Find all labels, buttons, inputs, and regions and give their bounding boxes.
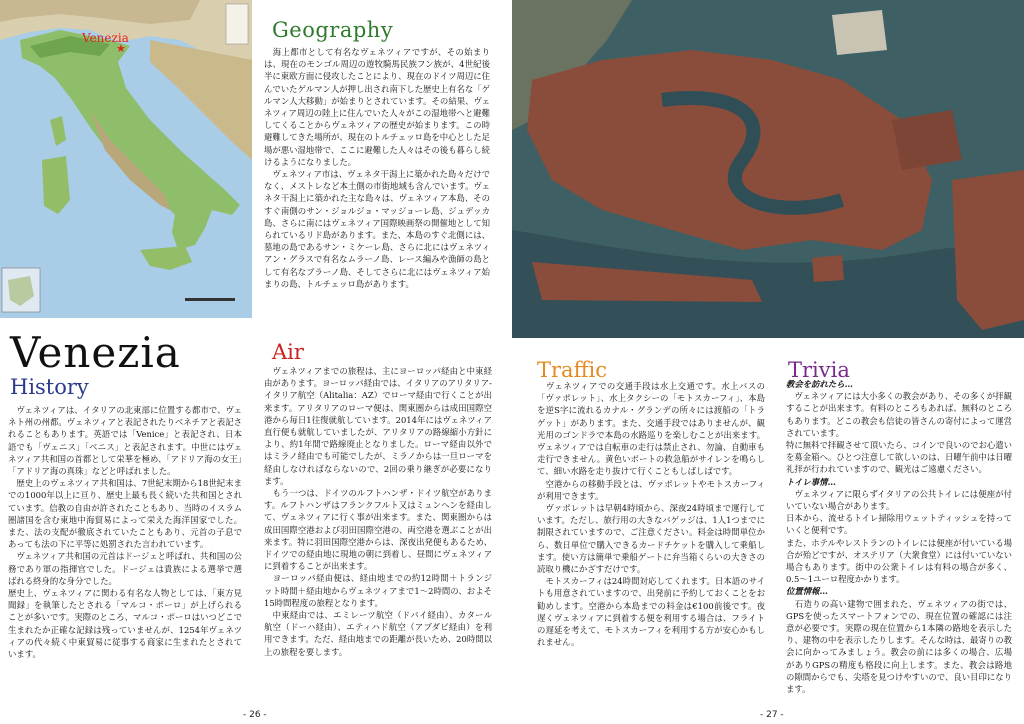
page-number-left: - 26 - [243,710,267,720]
heading-traffic: Traffic [537,358,607,382]
trivia-text-church: ヴェネツィアには大小多くの教会があり、その多くが拝観することが出来ます。有料のところもあれば、無料のところもあります。どこの教会も信徒の皆さんの寄付によって運営されています。 特に無料で拝観させて頂いたら、コインで良いのでお心遣いを募金箱へ。ひとつ注意して欲しいのは、日曜午前中は日曜礼拝が行われていますので、観光はご遠慮ください。 [786,391,1012,475]
trivia-column [786,378,1012,695]
heading-air: Air [272,340,304,364]
venice-satellite-image [512,0,1024,338]
venice-satellite-graphic [512,0,1024,338]
traffic-text: ヴェネツィアでの交通手段は水上交通です。水上バスの「ヴァポレット」、水上タクシーの「モトスカーフィ」、本島を逆S字に流れるカナル・グランデの所々には渡船の「トラゲット」があります。また、交通手段ではありませんが、観光用のゴンドラで本島の水路巡りを楽しむことが出来ます。ヴェネツィアでは自転車の走行は禁止され、勿論、自動車も走行できません。黄色いボートの救急船がサイレンを鳴らして、細い水路を走り抜けて行くこともしばしばです。 空港からの移動手段とは、ヴァポレットやモトスカーフィが利用できます。 ヴァポレットは早朝4時頃から、深夜24時頃まで運行しています。ただし、旅行用の大きなバゲッジは、1人1つまでに制限されていますので、ご注意ください。料金は時間単位から、数日単位で購入できるカードチケットを購入して乗船します。使い方は簡単で乗船ゲートに弁当箱くらいの大きさの読取り機にかざすだけです。 モトスカーフィは24時間対応してくれます。日本語のサイトも用意されていますので、出発前に予約しておくことをお勧めします。空港から本島までの料金は€100前後です。夜遅くヴェネツィアに到着する便を利用する場合は、フライトの遅延を考えて、モトスカーフィを利用する方が安心かもしれません。 [537,381,765,648]
trivia-title-location: 位置情報… [786,586,828,597]
italy-map-graphic [0,0,252,318]
trivia-title-church: 教会を訪れたら… [786,379,853,389]
trivia-text-toilet: ヴェネツィアに限らずイタリアの公共トイレには便座が付いていない場合があります。 日本から、流せるトイレ掃除用ウェットティッシュを持っていくと便利です。 また、ホテルやレストランのトイレには便座が付いている場合が殆どですが、オステリア（大衆食堂）には付いていない場合もあります。街中の公衆トイレは有料の場合が多く、0.5〜1ユーロ程度かかります。 [786,488,1012,585]
heading-geography: Geography [272,18,394,42]
heading-history: History [10,375,89,399]
heading-trivia: Trivia [788,358,850,382]
heading-venezia: Venezia [10,328,181,377]
italy-map [0,0,252,318]
svg-text:★: ★ [116,42,126,55]
map-label-venezia: Venezia [82,31,129,45]
trivia-title-toilet: トイレ事情… [786,476,836,487]
history-text: ヴェネツィアは、イタリアの北東部に位置する都市で、ヴェネト州の州都。ヴェネツィアと表記されたりベネチアと表記されることもあります。英語では「Venice」と表記され、日本語でも「ヴェニス」「ベニス」と表記されます。中世にはヴェネツィア共和国の首都として栄華を極め、「アドリア海の女王」「アドリア海の真珠」などと呼ばれました。 歴史上のヴェネツィア共和国は、7世紀末期から18世紀末までの1000年以上に亘り、歴史上最も長く続いた共和国とされています。信教の自由が許されたこともあり、当時のイスラム圏諸国を含む東地中海貿易によって栄えた海洋国家でした。また、法の支配が徹底されていたこともあり、元首の子息であっても法の下に平等に処罰された言われています。 ヴェネツィア共和国の元首はドージェと呼ばれ、共和国の公務であり軍の指揮官でした。ドージェは貴族による選挙で選ばれる終身的な身分でした。 歴史上、ヴェネツィアに関わる有名な人物としては、「東方見聞録」を執筆したとされる「マルコ・ポーロ」が上げられることが多いです。実際のところ、マルコ・ポーロはいつどこで生まれたか正確な記録は残っていませんが、1254年ヴェネツィアの代々続く中東貿易に従事する商家に生まれたとされています。 [8,405,242,660]
page-number-right: - 27 - [760,710,784,720]
trivia-text-location: 石造りの高い建物で囲まれた、ヴェネツィアの街では、GPSを使ったスマートフォンでの、現在位置の確認には注意が必要です。実際の現在位置から1本隣の路地を表示したり、建物の中を表示したりします。そんな時は、最寄りの教会に向かってみましょう。教会の前には多くの場合、広場がありGPSの精度も格段に向上します。また、教会は路地の隙間からでも、尖塔を見つけやすいので、良い目印になります。 [786,598,1012,695]
air-text: ヴェネツィアまでの旅程は、主にヨーロッパ経由と中東経由があります。ヨーロッパ経由では、イタリアのアリタリア-イタリア航空（Alitalia：AZ）でローマ経由で行くことが出来ます。アリタリアのローマ便は、関東圏からは成田国際空港から毎日1往復就航しています。2014年にはヴェネツィア直行便も就航していましたが、アリタリアの路線縮小方針により、約1年間で路線廃止となりました。ローマ経由以外ではミラノ経由でも可能でしたが、ミラノからは一旦ローマを経由しなければならないので、2回の乗り継ぎが必要になります。 もう一つは、ドイツのルフトハンザ・ドイツ航空があります。ルフトハンザはフランクフルト又はミュンヘンを経由して、ヴェネツィアに行く事が出来ます。また、関東圏からは成田国際空港および羽田国際空港の、両空港を選ぶことが出来ます。特に羽田国際空港からは、深夜出発便もあるため、ドイツでの経由地に現地の朝に到着し、昼間にヴェネツィアに到着することが出来ます。 ヨーロッパ経由便は、経由地までの約12時間＋トランジット時間＋経由地からヴェネツィアまで1〜2時間の、およそ15時間程度の旅程となります。 中東経由では、エミレーツ航空（ドバイ経由）、カタール航空（ドーハ経由）、エティハド航空（アブダビ経由）を利用できます。ただ、経由地までの距離が長いため、20時間以上の旅程を要します。 [264,366,492,657]
geography-text: 海上都市として有名なヴェネツィアですが、その始まりは、現在のモンゴル周辺の遊牧騎馬民族フン族が、4世紀後半に東欧方面に侵攻したことにより、現在のドイツ周辺に住んでいたゲルマン人が押し出され南下した歴史上有名な「ゲルマン人大移動」が始まりとされています。その結果、ヴェネツィア周辺の陸上に住んでいた人々がこの湿地帯へと避難してくることからヴェネツィアの歴史が始まります。この時避難してきた場所が、現在のトルチェッロ島を中心とした足場が悪い湿地帯で、ここに避難した人々はその後も暮らし続けるようになりました。 ヴェネツィア市は、ヴェネタ干潟上に築かれた島々だけでなく、メストレなど本土側の市街地域も含んでいます。ヴェネタ干潟上に築かれた主な島々は、ヴェネツィア本島、そのすぐ南側のサン・ジョルジョ・マッジョーレ島、ジュデッカ島、さらに南にはヴェネツィア国際映画祭の開催地として知られているリド島があります。また、本島のすぐ北側には、墓地の島であるサン・ミケーレ島、さらに北にはヴェネツィアン・グラスで有名なムラーノ島、レース編みや漁師の島として有名なブラーノ島、そしてさらに北にはヴェネツィア始まりの島、トルチェッロ島があります。 [264,47,490,289]
